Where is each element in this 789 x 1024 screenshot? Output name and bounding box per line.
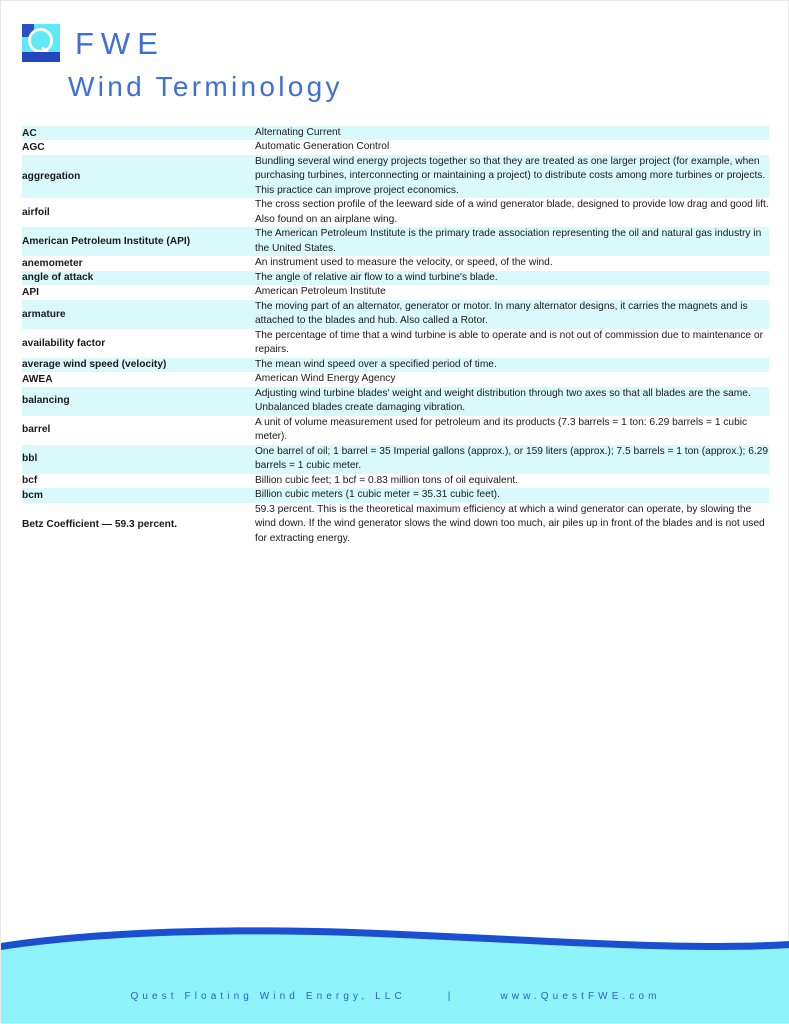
glossary-definition: Billion cubic meters (1 cubic meter = 35.31 cubic feet). (255, 489, 500, 501)
wave-fill-shape (1, 927, 789, 1023)
table-row (22, 358, 769, 372)
table-row (22, 445, 769, 474)
table-row (22, 198, 769, 227)
glossary-definition: The angle of relative air flow to a wind turbine's blade. (255, 271, 498, 283)
glossary-term: AGC (22, 142, 45, 153)
glossary-term: airfoil (22, 207, 50, 219)
footer-separator: | (447, 991, 455, 1002)
table-row (22, 285, 769, 299)
glossary-term: angle of attack (22, 272, 94, 284)
table-row (22, 503, 769, 546)
table-row (22, 474, 769, 488)
quest-q-logo-icon (22, 24, 60, 62)
glossary-definition: One barrel of oil; 1 barrel = 35 Imperial gallons (approx.), or 159 liters (approx.); 7.5 barrels = 1 ton (approx.); 6.29 barrels = 1 cubic meter. (255, 445, 769, 472)
footer-text-row (1, 991, 789, 1002)
table-row (22, 387, 769, 416)
table-row (22, 256, 769, 270)
logo-base-block (22, 52, 60, 62)
table-row (22, 155, 769, 198)
table-row (22, 227, 769, 256)
table-row (22, 140, 769, 154)
footer-wave-graphic (1, 913, 789, 1023)
glossary-term: AWEA (22, 373, 53, 385)
page-title: Wind Terminology (68, 71, 343, 102)
table-row (22, 271, 769, 285)
footer-website-url[interactable]: www.QuestFWE.com (500, 991, 661, 1002)
glossary-definition: Adjusting wind turbine blades' weight and weight distribution through two axes so that all blades are the same. Unbalanced blades create damaging vibration. (255, 387, 751, 414)
glossary-definition: American Petroleum Institute (255, 286, 386, 298)
glossary-definition: The percentage of time that a wind turbine is able to operate and is not out of commission due to maintenance or repairs. (255, 329, 763, 356)
glossary-table-body (22, 126, 769, 546)
glossary-definition: The moving part of an alternator, generator or motor. In many alternator designs, it carries the magnets and is attached to the blades and hub. Also called a Rotor. (255, 300, 748, 327)
glossary-definition: Automatic Generation Control (255, 141, 390, 153)
glossary-term: bcm (22, 489, 43, 501)
glossary-definition: The cross section profile of the leeward side of a wind generator blade, designed to provide low drag and good lift. Also found on an airplane wing. (255, 199, 769, 225)
table-row (22, 126, 769, 140)
glossary-definition: American Wind Energy Agency (255, 373, 396, 385)
table-row (22, 300, 769, 329)
glossary-term: bcf (22, 475, 38, 487)
footer-company-name: Quest Floating Wind Energy, LLC (130, 991, 406, 1002)
wave-svg (1, 913, 789, 1023)
glossary-term: armature (22, 308, 66, 320)
glossary-definition: 59.3 percent. This is the theoretical maximum efficiency at which a wind generator can operate, by slowing the wind down. If the wind generator slows the wind down too much, air piles up in front of the blades and is not used for extracting energy. (255, 503, 765, 544)
glossary-term: average wind speed (velocity) (22, 359, 167, 371)
brand-wordmark: FWE (75, 25, 165, 61)
glossary-term: barrel (22, 424, 51, 436)
glossary-term: bbl (22, 453, 38, 465)
glossary-term: anemometer (22, 257, 83, 269)
glossary-definition: The mean wind speed over a specified period of time. (255, 358, 497, 370)
glossary-definition: The American Petroleum Institute is the primary trade association representing the oil and natural gas industry in the United States. (255, 228, 762, 254)
glossary-term: aggregation (22, 170, 81, 182)
table-row (22, 329, 769, 358)
glossary-definition: An instrument used to measure the velocity, or speed, of the wind. (255, 257, 553, 269)
glossary-term: availability factor (22, 337, 106, 349)
glossary-term: Betz Coefficient — 59.3 percent. (22, 518, 178, 530)
table-row (22, 372, 769, 386)
glossary-term: balancing (22, 395, 70, 407)
brand-header (22, 19, 165, 67)
glossary-term: API (22, 286, 39, 298)
glossary-definition: Billion cubic feet; 1 bcf = 0.83 million tons of oil equivalent. (255, 474, 519, 486)
glossary-definition: Bundling several wind energy projects together so that they are treated as one larger project (for example, when purchasing turbines, interconnecting or maintaining a project) to distribute costs among more turbines or projects. This practice can improve project economics. (255, 155, 766, 196)
glossary-term: AC (22, 127, 37, 139)
glossary-definition: A unit of volume measurement used for petroleum and its products (7.3 barrels = 1 ton: 6.29 barrels = 1 cubic meter). (255, 416, 748, 443)
glossary-term: American Petroleum Institute (API) (22, 236, 191, 248)
table-row (22, 416, 769, 445)
glossary-definition: Alternating Current (255, 127, 341, 138)
table-row (22, 488, 769, 502)
glossary-table (22, 126, 769, 546)
